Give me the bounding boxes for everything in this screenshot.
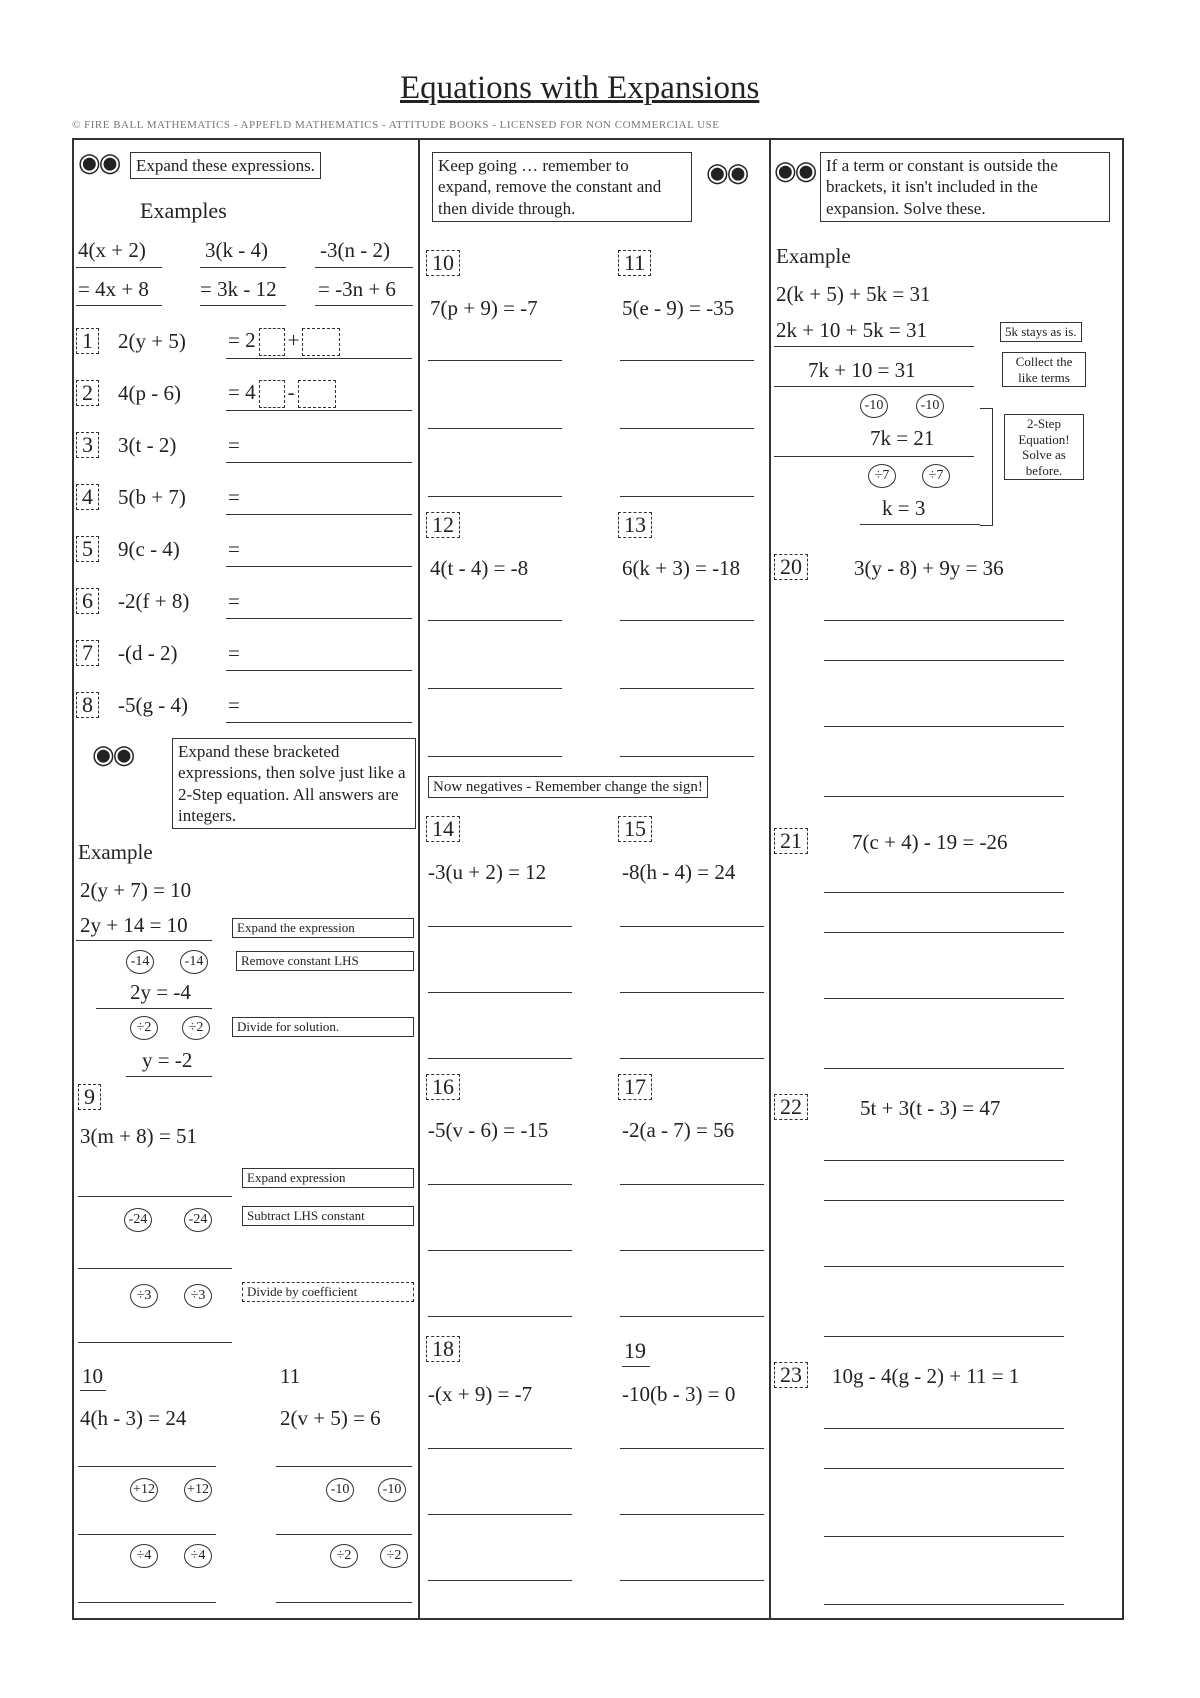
- answer-line[interactable]: [78, 1602, 216, 1603]
- problem-number-15: 15: [618, 816, 652, 842]
- col3-example-step-2: 2k + 10 + 5k = 31: [776, 318, 928, 342]
- col3-example-step-4: 7k = 21: [870, 426, 935, 450]
- operation-circle: +12: [130, 1478, 158, 1502]
- example-step-1: 2(y + 7) = 10: [80, 878, 192, 902]
- answer-line-4[interactable]: [226, 514, 412, 515]
- answer-line[interactable]: [276, 1602, 412, 1603]
- answer-line[interactable]: [276, 1466, 412, 1467]
- worksheet-frame: [72, 138, 1124, 1620]
- operation-circle: +12: [184, 1478, 212, 1502]
- problem-eq-12: 4(t - 4) = -8: [430, 556, 529, 580]
- problem-expr-2: 4(p - 6): [118, 381, 181, 405]
- col3-example-step-5: k = 3: [882, 496, 926, 520]
- answer-line[interactable]: [428, 1514, 572, 1515]
- character-icon: ◉◉: [774, 156, 816, 185]
- problem-eq-11: 5(e - 9) = -35: [622, 296, 735, 320]
- answer-line[interactable]: [620, 688, 754, 689]
- answer-prefix-2: = 4 -: [228, 380, 339, 408]
- answer-blank[interactable]: [302, 328, 340, 356]
- answer-line-6[interactable]: [226, 618, 412, 619]
- operation-circle: -10: [860, 394, 888, 418]
- operation-circle: ÷3: [130, 1284, 158, 1308]
- problem-number-6: 6: [76, 588, 99, 614]
- col3-example-step-1: 2(k + 5) + 5k = 31: [776, 282, 931, 306]
- answer-line[interactable]: [824, 620, 1064, 621]
- operation-circle: -10: [326, 1478, 354, 1502]
- col3-note-collect: Collect the like terms: [1002, 352, 1086, 387]
- p9-note-subtract: Subtract LHS constant: [242, 1206, 414, 1226]
- answer-line[interactable]: [620, 992, 764, 993]
- problem-number-22: 22: [774, 1094, 808, 1120]
- problem-number-9: 9: [78, 1084, 101, 1110]
- keep-going-note: Keep going … remember to expand, remove the constant and then divide through.: [432, 152, 692, 222]
- answer-blank[interactable]: [298, 380, 336, 408]
- answer-line[interactable]: [276, 1534, 412, 1535]
- page-title: Equations with Expansions: [400, 70, 760, 106]
- problem-number-10: 10: [426, 250, 460, 276]
- problem-number-2: 2: [76, 380, 99, 406]
- answer-line[interactable]: [620, 1448, 764, 1449]
- problem-eq-23: 10g - 4(g - 2) + 11 = 1: [832, 1364, 1020, 1388]
- operation-circle: ÷3: [184, 1284, 212, 1308]
- answer-line[interactable]: [824, 1336, 1064, 1337]
- operation-circle: ÷2: [130, 1016, 158, 1040]
- example-heading-col3: Example: [776, 244, 851, 268]
- answer-prefix-5: =: [228, 537, 240, 561]
- example-note-expand: Expand the expression: [232, 918, 414, 938]
- column-divider-2: [769, 138, 771, 1618]
- expand-instruction-note: Expand these expressions.: [130, 152, 321, 179]
- answer-blank[interactable]: [259, 328, 285, 356]
- answer-line[interactable]: [428, 1250, 572, 1251]
- problem-number-8: 8: [76, 692, 99, 718]
- character-icon: ◉◉: [78, 148, 120, 177]
- copyright-line: © FIRE BALL MATHEMATICS - APPEFLD MATHEMATICS - ATTITUDE BOOKS - LICENSED FOR NON COMMERCIAL USE: [72, 119, 720, 131]
- example-result-2: = 3k - 12: [200, 277, 277, 301]
- answer-line[interactable]: [824, 726, 1064, 727]
- answer-prefix-7: =: [228, 641, 240, 665]
- problem-eq-16: -5(v - 6) = -15: [428, 1118, 549, 1142]
- problem-number-7: 7: [76, 640, 99, 666]
- problem-number-10-col1: 10: [82, 1364, 103, 1388]
- answer-line-1[interactable]: [226, 358, 412, 359]
- problem-number-4: 4: [76, 484, 99, 510]
- operation-circle: ÷7: [868, 464, 896, 488]
- example-step-3: 2y = -4: [130, 980, 191, 1004]
- answer-line-8[interactable]: [226, 722, 412, 723]
- operation-circle: ÷7: [922, 464, 950, 488]
- problem-number-13: 13: [618, 512, 652, 538]
- answer-line[interactable]: [78, 1342, 232, 1343]
- answer-line[interactable]: [428, 620, 562, 621]
- answer-line[interactable]: [428, 992, 572, 993]
- p9-note-expand: Expand expression: [242, 1168, 414, 1188]
- example-result-3: = -3n + 6: [318, 277, 396, 301]
- answer-line[interactable]: [620, 926, 764, 927]
- answer-line[interactable]: [428, 1058, 572, 1059]
- answer-line-7[interactable]: [226, 670, 412, 671]
- example-heading-col1: Example: [78, 840, 153, 864]
- problem-expr-1: 2(y + 5): [118, 329, 186, 353]
- problem-number-14: 14: [426, 816, 460, 842]
- problem-number-5: 5: [76, 536, 99, 562]
- problem-number-16: 16: [426, 1074, 460, 1100]
- problem-number-12: 12: [426, 512, 460, 538]
- problem-eq-13: 6(k + 3) = -18: [622, 556, 741, 580]
- problem-eq-22: 5t + 3(t - 3) = 47: [860, 1096, 1001, 1120]
- answer-prefix-4: =: [228, 485, 240, 509]
- example-note-divide: Divide for solution.: [232, 1017, 414, 1037]
- problem-eq-21: 7(c + 4) - 19 = -26: [852, 830, 1008, 854]
- problem-eq-20: 3(y - 8) + 9y = 36: [854, 556, 1004, 580]
- answer-line[interactable]: [824, 998, 1064, 999]
- answer-line[interactable]: [620, 496, 754, 497]
- answer-line[interactable]: [78, 1466, 216, 1467]
- example-expr-1: 4(x + 2): [78, 238, 146, 262]
- problem-eq-17: -2(a - 7) = 56: [622, 1118, 735, 1142]
- operation-circle: ÷2: [182, 1016, 210, 1040]
- answer-line[interactable]: [824, 1468, 1064, 1469]
- operation-circle: -24: [124, 1208, 152, 1232]
- character-icon: ◉◉: [92, 740, 134, 769]
- answer-line[interactable]: [824, 932, 1064, 933]
- problem-expr-5: 9(c - 4): [118, 537, 180, 561]
- operation-circle: -10: [378, 1478, 406, 1502]
- operation-circle: ÷4: [184, 1544, 212, 1568]
- answer-line[interactable]: [620, 360, 754, 361]
- answer-line[interactable]: [620, 428, 754, 429]
- bracket-connector: [980, 408, 993, 526]
- answer-line[interactable]: [824, 796, 1064, 797]
- operation-circle: -24: [184, 1208, 212, 1232]
- answer-line-3[interactable]: [226, 462, 412, 463]
- answer-line[interactable]: [824, 1200, 1064, 1201]
- answer-line[interactable]: [78, 1534, 216, 1535]
- answer-line[interactable]: [428, 428, 562, 429]
- problem-number-20: 20: [774, 554, 808, 580]
- examples-heading: Examples: [140, 198, 227, 223]
- problem-expr-8: -5(g - 4): [118, 693, 188, 717]
- col3-note-stays: 5k stays as is.: [1000, 322, 1082, 342]
- answer-line[interactable]: [78, 1196, 232, 1197]
- answer-line[interactable]: [428, 1448, 572, 1449]
- problem-number-19: 19: [624, 1338, 646, 1363]
- answer-line[interactable]: [428, 688, 562, 689]
- answer-line-5[interactable]: [226, 566, 412, 567]
- answer-line[interactable]: [428, 1580, 572, 1581]
- problem-number-21: 21: [774, 828, 808, 854]
- operation-circle: ÷2: [380, 1544, 408, 1568]
- answer-line[interactable]: [620, 1184, 764, 1185]
- answer-line-2[interactable]: [226, 410, 412, 411]
- negatives-note: Now negatives - Remember change the sign!: [428, 776, 708, 798]
- problem-eq-10: 7(p + 9) = -7: [430, 296, 538, 320]
- operation-circle: ÷4: [130, 1544, 158, 1568]
- problem-eq-9: 3(m + 8) = 51: [80, 1124, 198, 1148]
- problem-eq-10-col1: 4(h - 3) = 24: [80, 1406, 187, 1430]
- answer-prefix-3: =: [228, 433, 240, 457]
- problem-number-23: 23: [774, 1362, 808, 1388]
- answer-blank[interactable]: [259, 380, 285, 408]
- answer-line[interactable]: [620, 756, 754, 757]
- operation-circle: -14: [180, 950, 208, 974]
- answer-line[interactable]: [428, 756, 562, 757]
- example-result-1: = 4x + 8: [78, 277, 149, 301]
- answer-line[interactable]: [620, 620, 754, 621]
- example-expr-3: -3(n - 2): [320, 238, 390, 262]
- answer-line[interactable]: [620, 1058, 764, 1059]
- answer-line[interactable]: [428, 1184, 572, 1185]
- operation-circle: -10: [916, 394, 944, 418]
- problem-expr-3: 3(t - 2): [118, 433, 177, 457]
- answer-line[interactable]: [620, 1514, 764, 1515]
- answer-line[interactable]: [428, 926, 572, 927]
- problem-eq-15: -8(h - 4) = 24: [622, 860, 736, 884]
- answer-prefix-8: =: [228, 693, 240, 717]
- problem-expr-7: -(d - 2): [118, 641, 178, 665]
- problem-eq-18: -(x + 9) = -7: [428, 1382, 533, 1406]
- character-icon: ◉◉: [706, 158, 748, 187]
- answer-line[interactable]: [824, 1068, 1064, 1069]
- answer-line[interactable]: [428, 1316, 572, 1317]
- answer-line[interactable]: [824, 1428, 1064, 1429]
- answer-line[interactable]: [428, 360, 562, 361]
- problem-eq-19: -10(b - 3) = 0: [622, 1382, 736, 1406]
- answer-line[interactable]: [824, 1536, 1064, 1537]
- answer-line[interactable]: [620, 1580, 764, 1581]
- problem-number-17: 17: [618, 1074, 652, 1100]
- example-step-4: y = -2: [142, 1048, 193, 1072]
- example-step-2: 2y + 14 = 10: [80, 913, 188, 937]
- problem-expr-4: 5(b + 7): [118, 485, 186, 509]
- answer-prefix-1: = 2 +: [228, 328, 343, 356]
- answer-line[interactable]: [824, 660, 1064, 661]
- problem-eq-11-col1: 2(v + 5) = 6: [280, 1406, 381, 1430]
- problem-eq-14: -3(u + 2) = 12: [428, 860, 547, 884]
- answer-line[interactable]: [824, 1160, 1064, 1161]
- solve-instruction-note: Expand these bracketed expressions, then solve just like a 2-Step equation. All answers are integers.: [172, 738, 416, 829]
- example-note-remove: Remove constant LHS: [236, 951, 414, 971]
- answer-line[interactable]: [620, 1250, 764, 1251]
- p9-note-divide: Divide by coefficient: [242, 1282, 414, 1302]
- outside-brackets-note: If a term or constant is outside the brackets, it isn't included in the expansion. Solve these.: [820, 152, 1110, 222]
- problem-number-1: 1: [76, 328, 99, 354]
- column-divider-1: [418, 138, 420, 1618]
- answer-line[interactable]: [824, 1604, 1064, 1605]
- problem-number-11-col1: 11: [280, 1364, 301, 1388]
- col3-note-two-step: 2-Step Equation! Solve as before.: [1004, 414, 1084, 480]
- answer-line[interactable]: [78, 1268, 232, 1269]
- example-expr-2: 3(k - 4): [205, 238, 268, 262]
- answer-line[interactable]: [824, 1266, 1064, 1267]
- answer-line[interactable]: [620, 1316, 764, 1317]
- problem-expr-6: -2(f + 8): [118, 589, 190, 613]
- answer-prefix-6: =: [228, 589, 240, 613]
- problem-number-3: 3: [76, 432, 99, 458]
- operation-circle: -14: [126, 950, 154, 974]
- problem-number-18: 18: [426, 1336, 460, 1362]
- operation-circle: ÷2: [330, 1544, 358, 1568]
- answer-line[interactable]: [428, 496, 562, 497]
- problem-number-11: 11: [618, 250, 651, 276]
- answer-line[interactable]: [824, 892, 1064, 893]
- col3-example-step-3: 7k + 10 = 31: [808, 358, 916, 382]
